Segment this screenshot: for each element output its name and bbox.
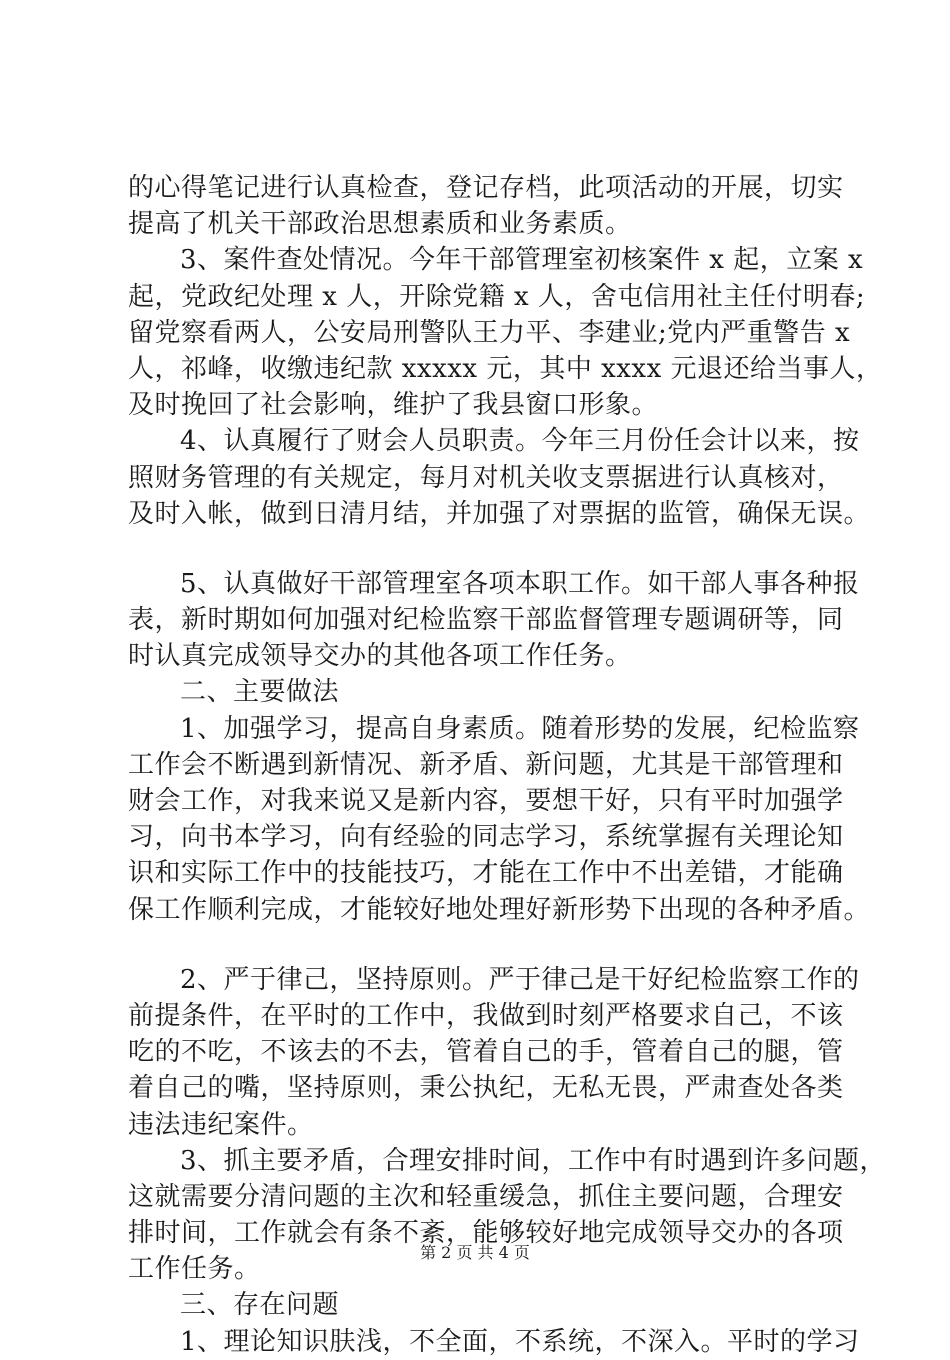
text-line: 工作任务。 bbox=[128, 1254, 261, 1285]
text-line: 3、案件查处情况。今年干部管理室初核案件 x 起，立案 x bbox=[180, 245, 864, 276]
text-line: 提高了机关干部政治思想素质和业务素质。 bbox=[128, 209, 632, 240]
text-line: 照财务管理的有关规定，每月对机关收支票据进行认真核对， bbox=[128, 462, 844, 493]
text-line: 表，新时期如何加强对纪检监察干部监督管理专题调研等，同 bbox=[128, 605, 844, 636]
document-body bbox=[128, 170, 887, 1360]
text-line: 3、抓主要矛盾，合理安排时间，工作中有时遇到许多问题， bbox=[180, 1145, 887, 1176]
text-line: 工作会不断遇到新情况、新矛盾、新问题，尤其是干部管理和 bbox=[128, 749, 844, 780]
text-line: 三、存在问题 bbox=[180, 1290, 340, 1321]
text-line: 1、理论知识肤浅，不全面，不系统，不深入。平时的学习 bbox=[180, 1326, 860, 1357]
text-line: 违法违纪案件。 bbox=[128, 1109, 314, 1140]
text-line: 保工作顺利完成，才能较好地处理好新形势下出现的各种矛盾。 bbox=[128, 894, 871, 925]
text-line: 5、认真做好干部管理室各项本职工作。如干部人事各种报 bbox=[180, 568, 860, 599]
text-line: 及时挽回了社会影响，维护了我县窗口形象。 bbox=[128, 390, 659, 421]
text-line: 起，党政纪处理 x 人，开除党籍 x 人，舍屯信用社主任付明春; bbox=[128, 281, 866, 312]
text-line: 识和实际工作中的技能技巧，才能在工作中不出差错，才能确 bbox=[128, 858, 844, 889]
text-line: 2、严于律己，坚持原则。严于律己是干好纪检监察工作的 bbox=[180, 964, 860, 995]
text-line: 二、主要做法 bbox=[180, 677, 340, 708]
text-line: 着自己的嘴，坚持原则，秉公执纪，无私无畏，严肃查处各类 bbox=[128, 1073, 844, 1104]
text-line: 这就需要分清问题的主次和轻重缓急，抓住主要问题，合理安 bbox=[128, 1181, 844, 1212]
text-line: 4、认真履行了财会人员职责。今年三月份任会计以来，按 bbox=[180, 426, 860, 457]
text-line: 时认真完成领导交办的其他各项工作任务。 bbox=[128, 641, 632, 672]
text-line: 留党察看两人，公安局刑警队王力平、李建业;党内严重警告 x bbox=[128, 317, 851, 348]
text-line: 习，向书本学习，向有经验的同志学习，系统掌握有关理论知 bbox=[128, 822, 844, 853]
text-line: 及时入帐，做到日清月结，并加强了对票据的监管，确保无误。 bbox=[128, 498, 871, 529]
text-line: 排时间，工作就会有条不紊，能够较好地完成领导交办的各项 bbox=[128, 1218, 844, 1249]
text-line: 财会工作，对我来说又是新内容，要想干好，只有平时加强学 bbox=[128, 786, 844, 816]
page-footer: 第 2 页 共 4 页 bbox=[420, 1243, 530, 1262]
text-line: 1、加强学习，提高自身素质。随着形势的发展，纪检监察 bbox=[180, 713, 860, 744]
text-line: 人，祁峰，收缴违纪款 xxxxx 元，其中 xxxx 元退还给当事人， bbox=[128, 353, 883, 384]
text-line: 的心得笔记进行认真检查，登记存档，此项活动的开展，切实 bbox=[128, 173, 844, 203]
text-line: 吃的不吃，不该去的不去，管着自己的手，管着自己的腿，管 bbox=[128, 1037, 844, 1068]
text-line: 前提条件，在平时的工作中，我做到时刻严格要求自己，不该 bbox=[128, 1000, 844, 1031]
